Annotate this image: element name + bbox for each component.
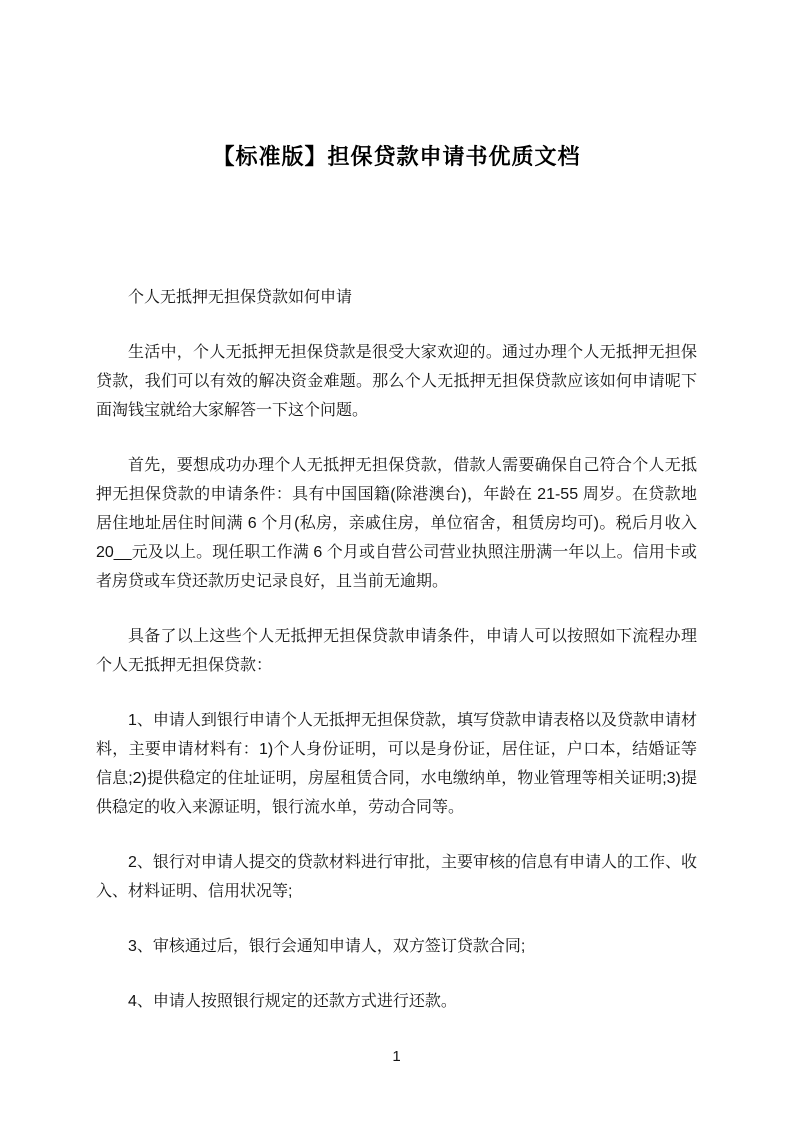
paragraph-overview: 生活中，个人无抵押无担保贷款是很受大家欢迎的。通过办理个人无抵押无担保贷款，我们可以有效的解决资金难题。那么个人无抵押无担保贷款应该如何申请呢下面淘钱宝就给大家解答一下这个问题。 <box>96 344 697 419</box>
document-title: 【标准版】担保贷款申请书优质文档 <box>212 144 581 169</box>
paragraph-process-lead: 具备了以上这些个人无抵押无担保贷款申请条件，申请人可以按照如下流程办理个人无抵押无担保贷款： <box>96 628 697 674</box>
paragraph-step-3: 3、审核通过后，银行会通知申请人，双方签订贷款合同; <box>128 938 526 955</box>
paragraph-step-4: 4、申请人按照银行规定的还款方式进行还款。 <box>128 993 457 1010</box>
document-body <box>96 283 697 1016</box>
page-number: 1 <box>392 1048 401 1065</box>
paragraph-step-2: 2、银行对申请人提交的贷款材料进行审批，主要审核的信息有申请人的工作、收入、材料证明、信用状况等; <box>96 854 697 900</box>
paragraph-conditions: 首先，要想成功办理个人无抵押无担保贷款，借款人需要确保自己符合个人无抵押无担保贷款的申请条件：具有中国国籍(除港澳台)，年龄在 21-55 周岁。在贷款地居住地址居住时间满 6 个月(私房，亲戚住房，单位宿舍，租赁房均可)。税后月收入 20__元及以上。现任职工作满 6 个月或自营公司营业执照注册满一年以上。信用卡或者房贷或车贷还款历史记录良好，且当前无逾期。 <box>96 457 697 590</box>
paragraph-step-1: 1、申请人到银行申请个人无抵押无担保贷款，填写贷款申请表格以及贷款申请材料，主要申请材料有：1)个人身份证明，可以是身份证，居住证，户口本，结婚证等信息;2)提供稳定的住址证明，房屋租赁合同，水电缴纳单，物业管理等相关证明;3)提供稳定的收入来源证明，银行流水单，劳动合同等。 <box>96 712 697 816</box>
paragraph-intro: 个人无抵押无担保贷款如何申请 <box>128 289 353 306</box>
